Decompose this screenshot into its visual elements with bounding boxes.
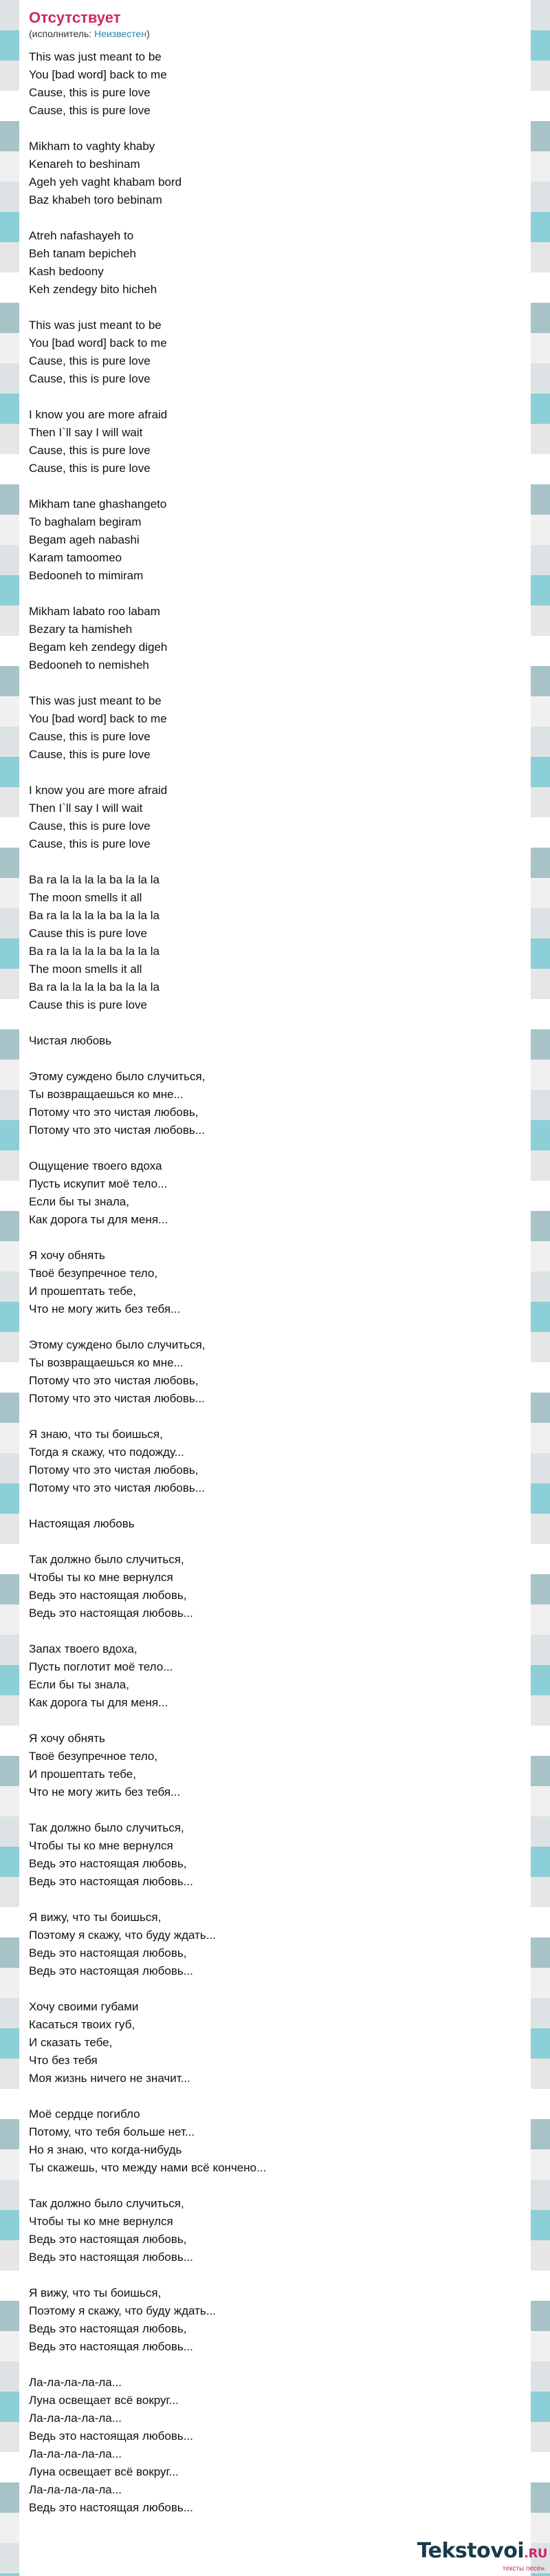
lyric-line: Как дорога ты для меня... — [29, 1696, 168, 1709]
lyric-line: This was just meant to be — [29, 694, 162, 707]
lyric-line: Ageh yeh vaght khabam bord — [29, 175, 182, 189]
lyric-stanza — [29, 603, 521, 674]
lyric-line: Чистая любовь — [29, 1034, 112, 1047]
lyric-line: Cause, this is pure love — [29, 86, 151, 99]
lyric-line: Этому суждено было случиться, — [29, 1338, 206, 1351]
lyric-line: Atreh nafashayeh to — [29, 229, 134, 242]
lyric-line: Настоящая любовь — [29, 1517, 135, 1530]
lyric-line: Луна освещает всё вокруг... — [29, 2394, 179, 2407]
lyric-line: Луна освещает всё вокруг... — [29, 2465, 179, 2478]
lyric-line: Ведь это настоящая любовь, — [29, 2322, 187, 2335]
lyric-line: Ощущение твоего вдоха — [29, 1159, 162, 1172]
lyric-stanza — [29, 1551, 521, 1622]
lyric-stanza — [29, 1336, 521, 1408]
lyric-line: Чтобы ты ко мне вернулся — [29, 1571, 173, 1584]
lyric-line: Касаться твоих губ, — [29, 2018, 135, 2031]
lyric-line: Then I`ll say I will wait — [29, 802, 143, 815]
lyric-line: И сказать тебе, — [29, 2036, 113, 2049]
lyric-line: Ведь это настоящая любовь, — [29, 1946, 187, 1960]
lyric-line: И прошептать тебе, — [29, 1768, 136, 1781]
lyric-line: You [bad word] back to me — [29, 336, 167, 350]
lyric-stanza — [29, 138, 521, 209]
lyric-line: Но я знаю, что когда-нибудь — [29, 2143, 182, 2156]
lyric-line: Хочу своими губами — [29, 2000, 139, 2013]
song-header — [19, 0, 531, 44]
lyric-line: Тогда я скажу, что подожду... — [29, 1446, 184, 1459]
lyric-line: Cause, this is pure love — [29, 104, 151, 117]
lyric-line: Ла-ла-ла-ла-ла... — [29, 2447, 122, 2460]
lyric-line: Потому что это чистая любовь... — [29, 1392, 205, 1405]
lyric-line: Then I`ll say I will wait — [29, 426, 143, 439]
lyric-line: Если бы ты знала, — [29, 1195, 129, 1208]
lyric-stanza — [29, 2374, 521, 2517]
lyric-line: Beh tanam bepicheh — [29, 247, 136, 260]
lyric-line: Ведь это настоящая любовь, — [29, 2233, 187, 2246]
lyric-line: Bedooneh to mimiram — [29, 569, 144, 582]
lyric-line: Чтобы ты ко мне вернулся — [29, 2215, 173, 2228]
lyric-line: Ведь это настоящая любовь, — [29, 1589, 187, 1602]
lyric-stanza — [29, 1426, 521, 1497]
lyric-line: The moon smells it all — [29, 963, 142, 976]
lyric-stanza — [29, 1032, 521, 1050]
lyric-line: Bezary ta hamisheh — [29, 623, 133, 636]
lyric-line: Mikham tane ghashangeto — [29, 497, 167, 511]
lyric-line: Поэтому я скажу, что буду ждать... — [29, 1929, 216, 1942]
lyric-line: Потому, что тебя больше нет... — [29, 2125, 195, 2138]
lyric-line: Как дорога ты для меня... — [29, 1213, 168, 1226]
artist-byline — [29, 28, 521, 40]
lyric-line: This was just meant to be — [29, 50, 162, 63]
lyric-line: Bedooneh to nemisheh — [29, 658, 149, 672]
lyric-line: Begam keh zendegy digeh — [29, 641, 168, 654]
lyric-stanza — [29, 1998, 521, 2087]
lyric-line: Если бы ты знала, — [29, 1678, 129, 1691]
lyric-line: Что без тебя — [29, 2054, 98, 2067]
lyric-line: To baghalam begiram — [29, 515, 142, 528]
logo-wordmark — [417, 2540, 547, 2565]
lyric-stanza — [29, 406, 521, 477]
lyric-line: Keh zendegy bito hicheh — [29, 283, 157, 296]
lyric-line: Ba ra la la la la ba la la la — [29, 945, 160, 958]
lyric-line: You [bad word] back to me — [29, 68, 167, 81]
lyric-line: Ведь это настоящая любовь... — [29, 2429, 193, 2443]
lyric-stanza — [29, 316, 521, 388]
lyric-line: Я вижу, что ты боишься, — [29, 1911, 162, 1924]
lyric-stanza — [29, 495, 521, 585]
logo-tagline: тексты песен — [502, 2565, 544, 2573]
lyric-line: Ты возвращаешься ко мне... — [29, 1356, 184, 1369]
lyric-line: Поэтому я скажу, что буду ждать... — [29, 2304, 216, 2317]
lyric-stanza — [29, 1515, 521, 1533]
lyric-line: Ведь это настоящая любовь... — [29, 1964, 193, 1977]
lyric-line: Cause, this is pure love — [29, 819, 151, 833]
song-title: Отсутствует — [29, 9, 121, 26]
lyric-line: Твоё безупречное тело, — [29, 1750, 158, 1763]
lyric-line: Cause, this is pure love — [29, 372, 151, 385]
lyric-stanza — [29, 227, 521, 299]
lyric-line: Этому суждено было случиться, — [29, 1070, 206, 1083]
lyric-line: Я знаю, что ты боишься, — [29, 1428, 163, 1441]
lyric-line: Cause, this is pure love — [29, 730, 151, 743]
lyric-line: Потому что это чистая любовь, — [29, 1463, 199, 1477]
lyric-line: Я вижу, что ты боишься, — [29, 2286, 162, 2299]
lyric-line: Ведь это настоящая любовь... — [29, 2501, 193, 2514]
lyric-line: Потому что это чистая любовь... — [29, 1481, 205, 1494]
lyric-line: И прошептать тебе, — [29, 1285, 136, 1298]
lyrics-page — [19, 0, 531, 2576]
lyric-line: Моя жизнь ничего не значит... — [29, 2072, 190, 2085]
lyric-line: Begam ageh nabashi — [29, 533, 140, 546]
lyric-line: Cause, this is pure love — [29, 444, 151, 457]
lyric-line: Что не могу жить без тебя... — [29, 1785, 181, 1799]
lyric-line: Cause, this is pure love — [29, 354, 151, 367]
lyric-line: Так должно было случиться, — [29, 2197, 184, 2210]
logo-name: Tekstovoi — [417, 2539, 525, 2563]
lyric-line: Твоё безупречное тело, — [29, 1267, 158, 1280]
lyric-line: Cause this is pure love — [29, 927, 147, 940]
lyric-line: The moon smells it all — [29, 891, 142, 904]
lyric-line: Ba ra la la la la ba la la la — [29, 980, 160, 994]
lyric-stanza — [29, 1068, 521, 1139]
lyric-line: Kash bedoony — [29, 265, 104, 278]
lyric-line: Karam tamoomeo — [29, 551, 122, 564]
lyric-stanza — [29, 692, 521, 764]
lyric-line: Cause, this is pure love — [29, 837, 151, 850]
lyric-line: Пусть искупит моё тело... — [29, 1177, 168, 1190]
lyric-line: Kenareh to beshinam — [29, 158, 140, 171]
lyric-line: Что не могу жить без тебя... — [29, 1302, 181, 1316]
lyric-line: Ла-ла-ла-ла-ла... — [29, 2412, 122, 2425]
lyric-line: Ведь это настоящая любовь... — [29, 1607, 193, 1620]
byline-suffix: ) — [146, 28, 150, 39]
lyric-line: Я хочу обнять — [29, 1249, 105, 1262]
byline-prefix: (исполнитель: — [29, 28, 95, 39]
lyric-line: Моё сердце погибло — [29, 2107, 140, 2121]
lyric-stanza — [29, 2105, 521, 2177]
lyric-line: Cause, this is pure love — [29, 462, 151, 475]
logo-tld: .RU — [524, 2546, 547, 2561]
lyric-line: Я хочу обнять — [29, 1732, 105, 1745]
lyric-line: Ведь это настоящая любовь... — [29, 2340, 193, 2353]
lyric-line: Mikham to vaghty khaby — [29, 140, 155, 153]
lyric-line: Baz khabeh toro bebinam — [29, 193, 162, 206]
lyric-stanza — [29, 1157, 521, 1229]
lyric-line: Потому что это чистая любовь... — [29, 1124, 205, 1137]
lyric-line: Ты возвращаешься ко мне... — [29, 1088, 184, 1101]
lyric-stanza — [29, 1247, 521, 1318]
lyric-line: Ла-ла-ла-ла-ла... — [29, 2376, 122, 2389]
lyric-line: Ba ra la la la la ba la la la — [29, 909, 160, 922]
lyric-line: Пусть поглотит моё тело... — [29, 1660, 173, 1673]
lyric-line: Так должно было случиться, — [29, 1821, 184, 1834]
lyric-line: I know you are more afraid — [29, 408, 168, 421]
lyric-line: This was just meant to be — [29, 319, 162, 332]
lyric-stanza — [29, 1640, 521, 1712]
lyric-stanza — [29, 782, 521, 853]
lyric-line: Ведь это настоящая любовь, — [29, 1857, 187, 1870]
lyric-line: Ты скажешь, что между нами всё кончено... — [29, 2161, 267, 2174]
lyric-line: Запах твоего вдоха, — [29, 1642, 138, 1655]
lyrics-body — [19, 44, 531, 2517]
lyric-line: Ведь это настоящая любовь... — [29, 2251, 193, 2264]
lyric-line: Так должно было случиться, — [29, 1553, 184, 1566]
lyric-stanza — [29, 1819, 521, 1891]
artist-link[interactable]: Неизвестен — [94, 28, 147, 39]
lyric-line: Ла-ла-ла-ла-ла... — [29, 2483, 122, 2496]
lyric-line: You [bad word] back to me — [29, 712, 167, 725]
lyric-line: Потому что это чистая любовь, — [29, 1374, 199, 1387]
lyric-line: Cause, this is pure love — [29, 748, 151, 761]
site-logo[interactable] — [417, 2540, 547, 2573]
lyric-line: Ведь это настоящая любовь... — [29, 1875, 193, 1888]
lyric-line: Потому что это чистая любовь, — [29, 1106, 199, 1119]
lyric-stanza — [29, 48, 521, 120]
lyric-line: I know you are more afraid — [29, 784, 168, 797]
lyric-line: Mikham labato roo labam — [29, 605, 160, 618]
lyric-stanza — [29, 2195, 521, 2266]
lyric-line: Чтобы ты ко мне вернулся — [29, 1839, 173, 1852]
lyric-line: Ba ra la la la la ba la la la — [29, 873, 160, 886]
lyric-stanza — [29, 1730, 521, 1801]
lyric-line: Cause this is pure love — [29, 998, 147, 1011]
lyric-stanza — [29, 1909, 521, 1980]
lyric-stanza — [29, 871, 521, 1014]
lyric-stanza — [29, 2284, 521, 2356]
